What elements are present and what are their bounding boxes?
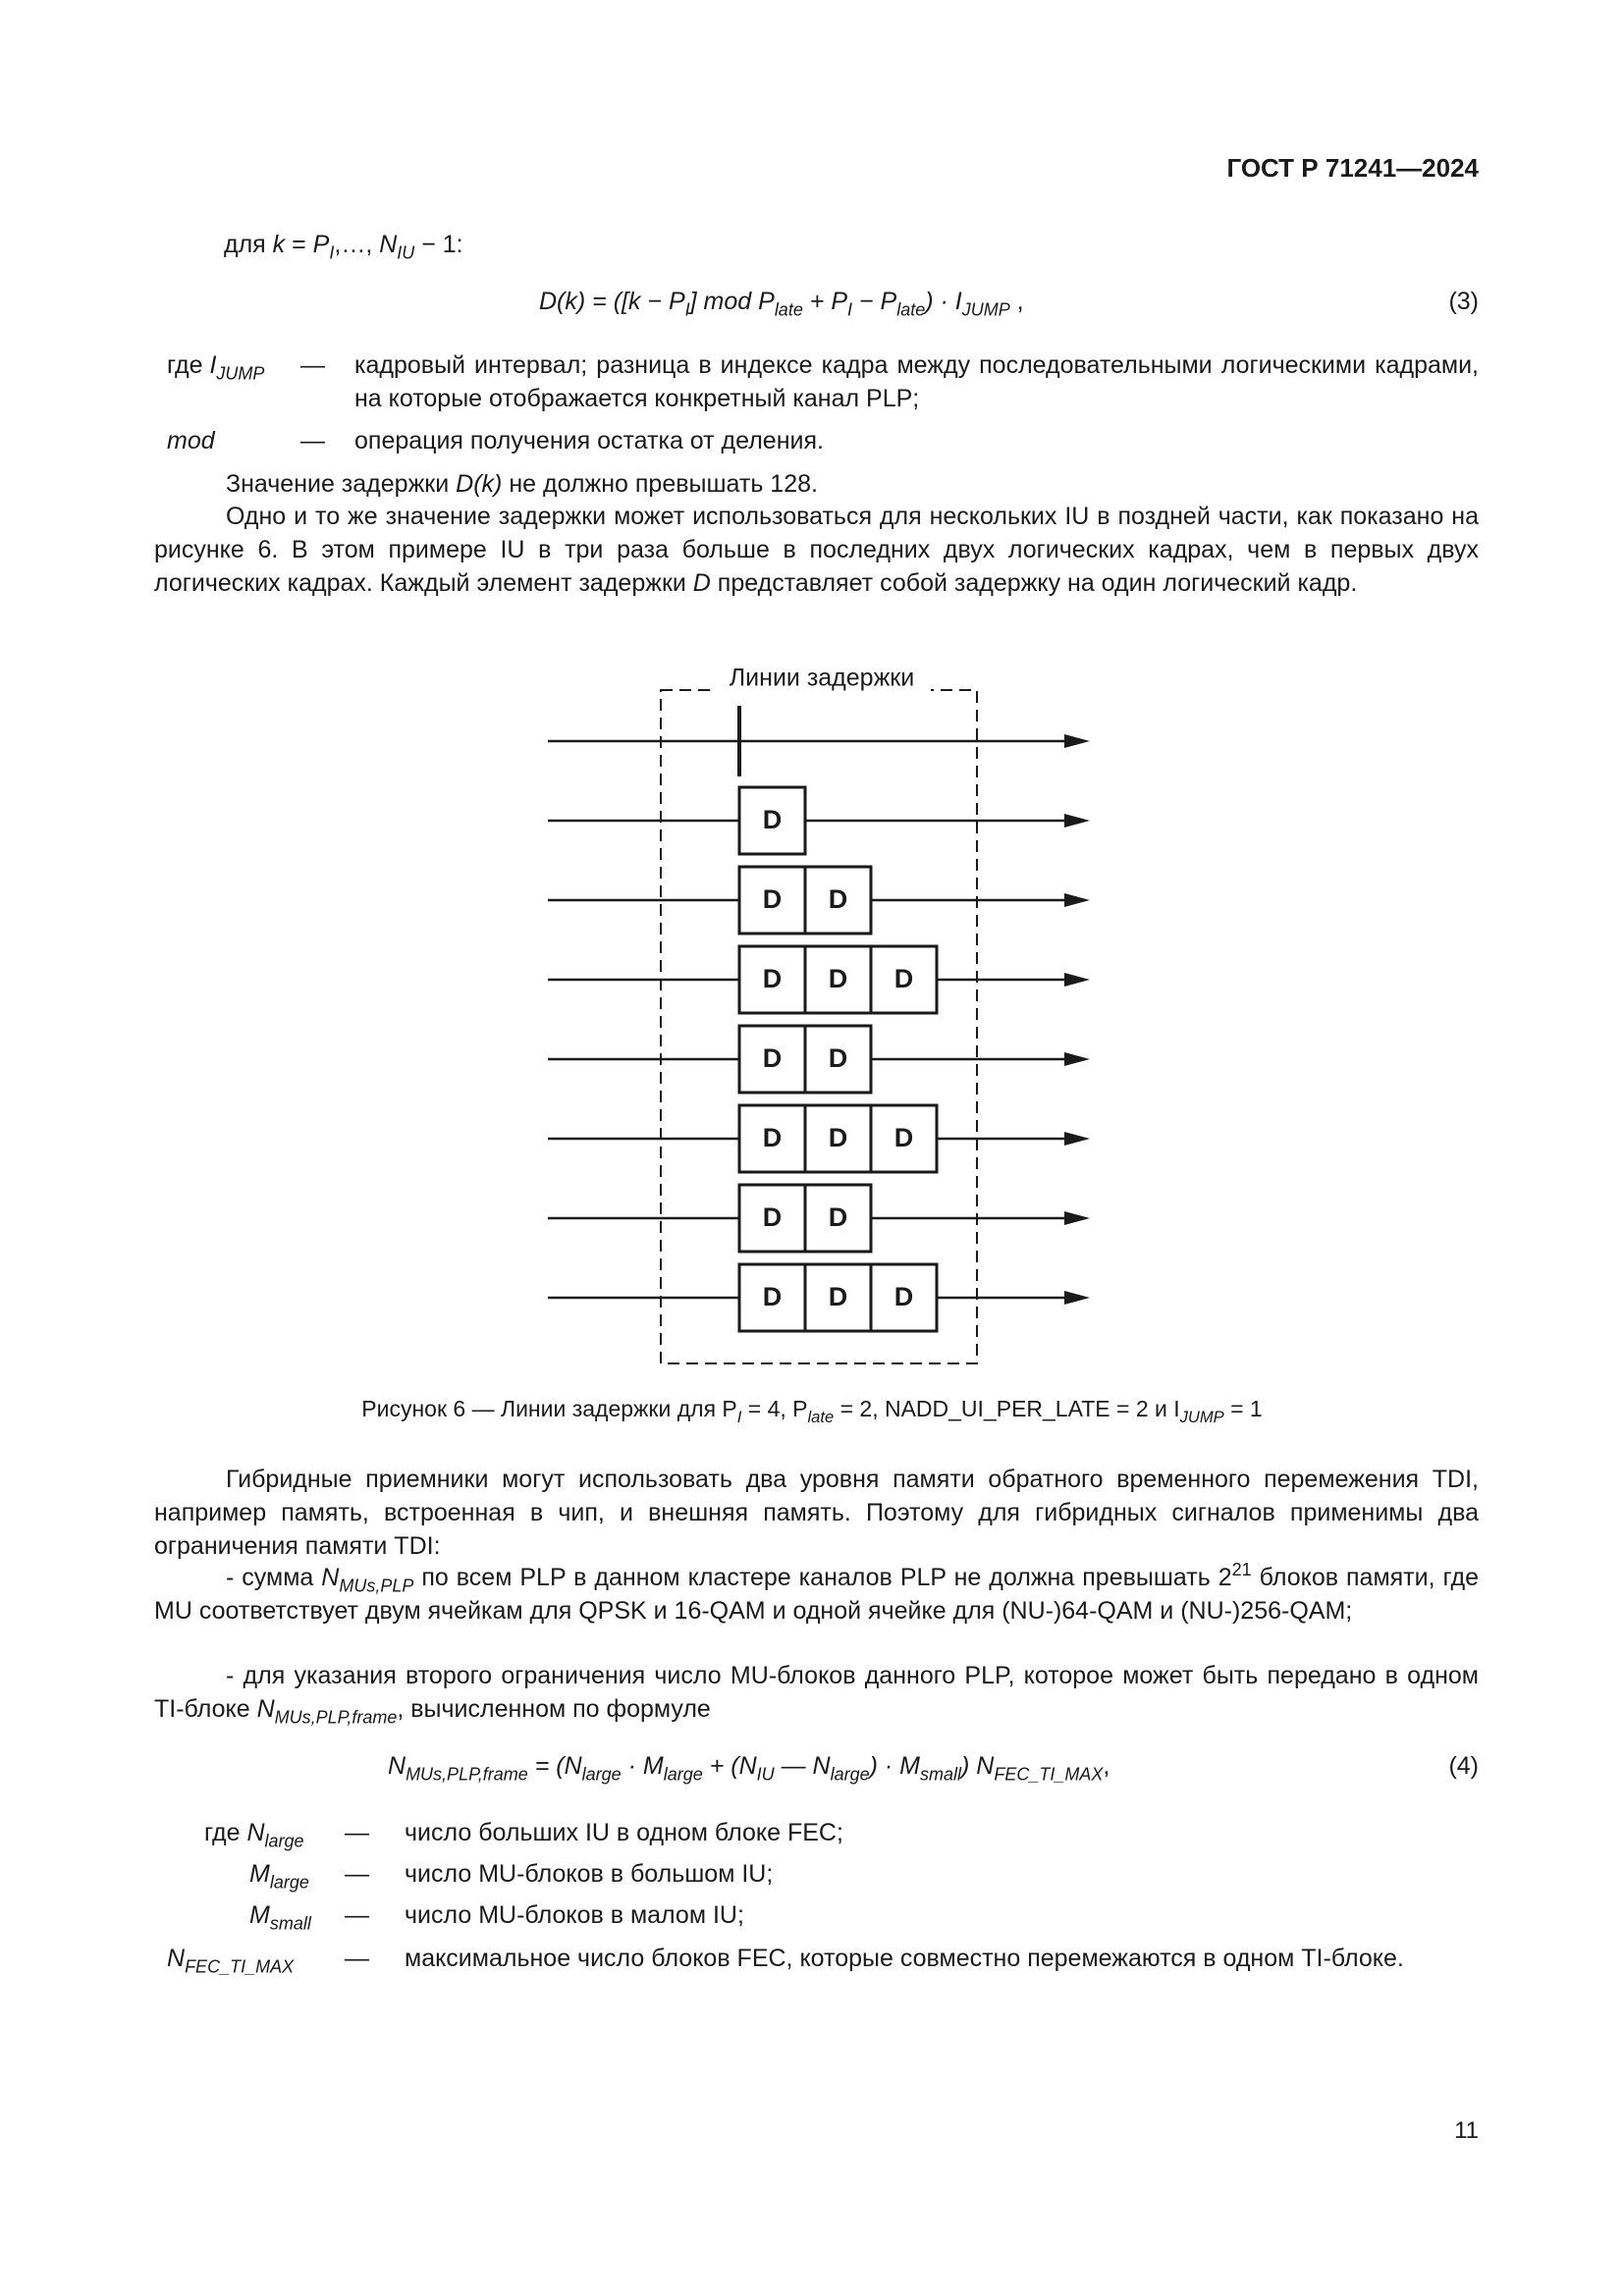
delay-element-label: D bbox=[828, 1282, 848, 1312]
def-mlarge-symbol: $M_{large}$ bbox=[249, 1860, 309, 1893]
def-nfec-dash: — bbox=[345, 1945, 369, 1972]
formula-4: $N_{MUs,PLP,frame} = (N_{large} \cdot M_{large} + (N_{IU}$ — $N_{large}) \cdot M_{small}$) $N_{FEC\_TI\_MAX}$, bbox=[388, 1752, 1110, 1785]
arrow-head-icon bbox=[1064, 1291, 1090, 1305]
delay-rows bbox=[548, 706, 1090, 1332]
delay-element-label: D bbox=[762, 1043, 783, 1074]
paragraph-delay-limit: Значение задержки D(k) не должно превышать 128. bbox=[226, 470, 818, 498]
formula-3: $D(k) = ([k - P_I]$ mod $P_{late} + P_I - P_{late}) \cdot I_{JUMP}$ , bbox=[539, 288, 1024, 320]
formula3-condition: для $k = P_I,\dots$, $N_{IU} - 1$: bbox=[224, 231, 463, 263]
delay-line-2 bbox=[548, 786, 1090, 855]
delay-element-label: D bbox=[762, 1202, 783, 1233]
delay-lines-title: Линии задержки bbox=[729, 664, 915, 692]
document-code: ГОСТ Р 71241—2024 bbox=[1226, 153, 1479, 183]
arrow-head-icon bbox=[1064, 814, 1090, 828]
arrow-head-icon bbox=[1064, 893, 1090, 907]
def-nfec-text: максимальное число блоков FEC, которые совместно перемежаются в одном TI-блоке. bbox=[405, 1945, 1404, 1972]
delay-element-label: D bbox=[762, 1282, 783, 1312]
def-mod-dash: — bbox=[300, 427, 325, 454]
def-nlarge-symbol: где $N_{large}$ bbox=[204, 1819, 304, 1851]
def-ijump-dash: — bbox=[300, 351, 325, 379]
def-nfec-symbol: $N_{FEC\_TI\_MAX}$ bbox=[167, 1945, 295, 1977]
def-msmall-text: число MU-блоков в малом IU; bbox=[405, 1901, 744, 1929]
arrow-head-icon bbox=[1064, 973, 1090, 987]
delay-element-label: D bbox=[828, 964, 848, 994]
def-mlarge-dash: — bbox=[345, 1860, 369, 1888]
def-mlarge-text: число MU-блоков в большом IU; bbox=[405, 1860, 774, 1888]
def-msmall-symbol: $M_{small}$ bbox=[249, 1901, 311, 1934]
def-mod-text: операция получения остатка от деления. bbox=[354, 427, 824, 454]
bullet-second-constraint: - для указания второго ограничения число MU-блоков данного PLP, которое может быть передано в одном TI-блоке $N_{MUs,PLP,frame}$, вычисленном по формуле bbox=[154, 1662, 1479, 1728]
paragraph-delay-explanation: Одно и то же значение задержки может использоваться для нескольких IU в поздней части, как показано на рисунке 6. В этом примере IU в три раза больше в последних двух логических кадрах, чем в первых двух логических кадрах. Каждый элемент задержки D представляет собой задержку на один логический кадр. bbox=[154, 503, 1479, 597]
delay-line-8 bbox=[548, 1263, 1090, 1332]
delay-line-4 bbox=[548, 945, 1090, 1014]
delay-element-label: D bbox=[762, 884, 783, 915]
arrow-head-icon bbox=[1064, 1132, 1090, 1146]
arrow-head-icon bbox=[1064, 1211, 1090, 1225]
delay-element-label: D bbox=[828, 1123, 848, 1153]
arrow-head-icon bbox=[1064, 734, 1090, 748]
delay-element-label: D bbox=[762, 805, 783, 835]
delay-element-label: D bbox=[893, 964, 914, 994]
delay-line-5 bbox=[548, 1025, 1090, 1094]
formula-3-number: (3) bbox=[1448, 288, 1479, 315]
figure-6-caption: Рисунок 6 — Линии задержки для $P_I = 4$, $P_{late} = 2$, NADD_UI_PER_LATE = 2 и $I_{JUMP} = 1$ bbox=[361, 1396, 1263, 1426]
arrow-head-icon bbox=[1064, 1052, 1090, 1066]
formula-4-number: (4) bbox=[1448, 1752, 1479, 1780]
delay-element-label: D bbox=[893, 1282, 914, 1312]
delay-element-label: D bbox=[893, 1123, 914, 1153]
delay-element-label: D bbox=[828, 1043, 848, 1074]
def-nlarge-dash: — bbox=[345, 1819, 369, 1846]
def-nlarge-text: число больших IU в одном блоке FEC; bbox=[405, 1819, 843, 1846]
delay-element-label: D bbox=[762, 1123, 783, 1153]
page-number: 11 bbox=[1454, 2117, 1479, 2144]
delay-line-7 bbox=[548, 1184, 1090, 1253]
bullet-memory-sum: - сумма $N_{MUs,PLP}$ по всем PLP в данном кластере каналов PLP не должна превышать $2^{21}$ блоков памяти, где MU соответствует двум ячейкам для QPSK и 16-QAM и одной ячейке для (NU-)64-QAM и (NU-)256-QAM; bbox=[154, 1560, 1479, 1625]
def-mod-symbol: mod bbox=[167, 427, 215, 454]
delay-line-1 bbox=[548, 706, 1090, 776]
def-msmall-dash: — bbox=[345, 1901, 369, 1929]
delay-element-label: D bbox=[828, 1202, 848, 1233]
delay-line-6 bbox=[548, 1104, 1090, 1173]
delay-element-label: D bbox=[828, 884, 848, 915]
def-ijump-text: кадровый интервал; разница в индексе кадра между последовательными логическими кадрами, на которые отображается конкретный канал PLP; bbox=[354, 351, 1479, 412]
delay-line-3 bbox=[548, 866, 1090, 934]
delay-element-label: D bbox=[762, 964, 783, 994]
paragraph-hybrid-receivers: Гибридные приемники могут использовать два уровня памяти обратного временного перемежения TDI, например память, встроенная в чип, и внешняя память. Поэтому для гибридных сигналов применимы два ограничения памяти TDI: bbox=[154, 1466, 1479, 1560]
def-ijump-symbol: где $I_{JUMP}$ bbox=[167, 351, 265, 384]
